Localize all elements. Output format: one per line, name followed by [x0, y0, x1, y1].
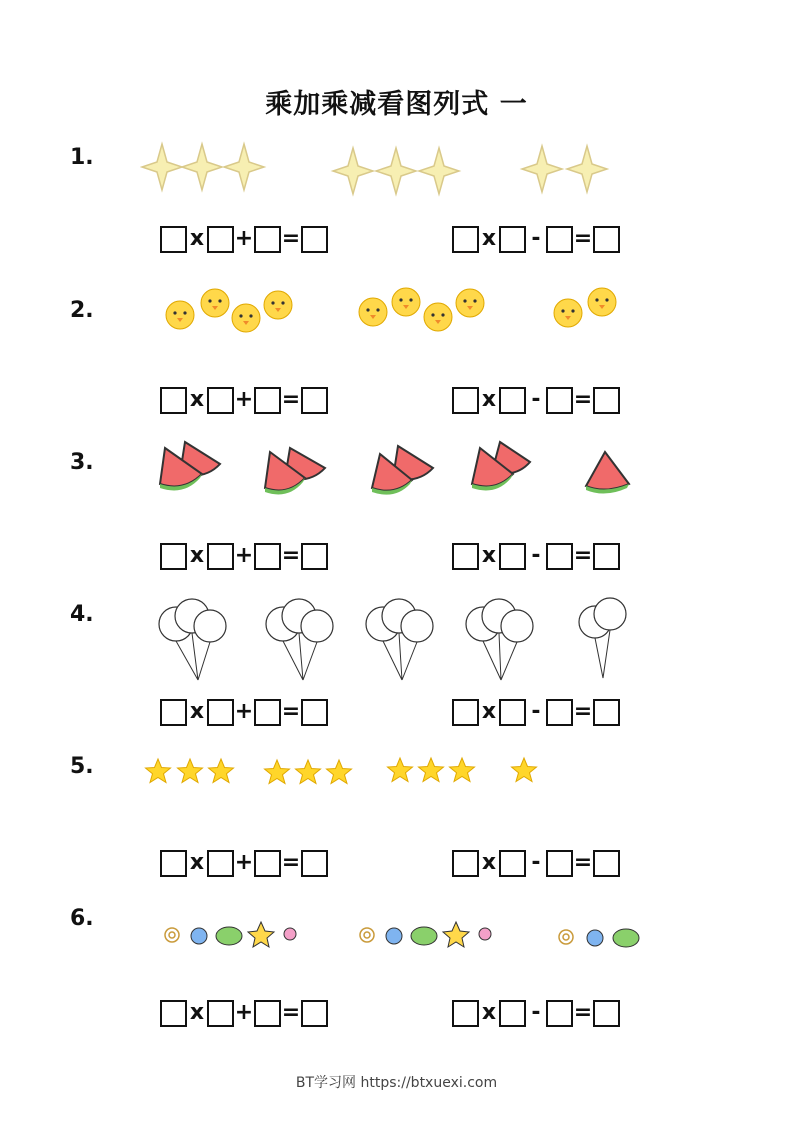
answer-box[interactable] [546, 850, 573, 877]
plus-sign: + [234, 699, 254, 724]
answer-box[interactable] [254, 699, 281, 726]
plus-sign: + [234, 543, 254, 568]
answer-box[interactable] [452, 850, 479, 877]
answer-box[interactable] [160, 699, 187, 726]
question-3-picture-groups [140, 438, 700, 518]
times-sign: x [481, 850, 497, 875]
answer-box[interactable] [301, 543, 328, 570]
watermelon-slice-icon [140, 438, 700, 498]
answer-box[interactable] [207, 226, 234, 253]
answer-box[interactable] [160, 387, 187, 414]
answer-box[interactable] [546, 226, 573, 253]
page-title: 乘加乘减看图列式 一 [265, 89, 528, 120]
plus-sign: + [234, 387, 254, 412]
times-sign: x [481, 699, 497, 724]
answer-box[interactable] [207, 387, 234, 414]
footer-watermark: BT学习网 https://btxuexi.com [295, 1075, 498, 1091]
minus-sign: - [531, 543, 541, 568]
times-sign: x [189, 543, 205, 568]
answer-box[interactable] [546, 543, 573, 570]
multiply-plus-equation [160, 385, 328, 415]
plus-sign: + [234, 1000, 254, 1025]
answer-box[interactable] [160, 226, 187, 253]
times-sign: x [481, 1000, 497, 1025]
answer-box[interactable] [593, 1000, 620, 1027]
answer-box[interactable] [160, 850, 187, 877]
equals-sign: = [281, 1000, 301, 1025]
answer-box[interactable] [546, 1000, 573, 1027]
answer-box[interactable] [207, 543, 234, 570]
equals-sign: = [281, 699, 301, 724]
multiply-minus-equation [452, 385, 620, 415]
answer-box[interactable] [499, 543, 526, 570]
equals-sign: = [573, 387, 593, 412]
sticker-set-icon [140, 914, 700, 954]
equals-sign: = [281, 387, 301, 412]
minus-sign: - [531, 699, 541, 724]
answer-box[interactable] [452, 1000, 479, 1027]
answer-box[interactable] [546, 387, 573, 414]
answer-box[interactable] [546, 699, 573, 726]
answer-box[interactable] [593, 226, 620, 253]
answer-box[interactable] [301, 1000, 328, 1027]
answer-box[interactable] [593, 699, 620, 726]
answer-box[interactable] [301, 699, 328, 726]
times-sign: x [481, 387, 497, 412]
question-1-picture-groups [140, 140, 700, 220]
answer-box[interactable] [593, 850, 620, 877]
answer-box[interactable] [160, 1000, 187, 1027]
answer-box[interactable] [499, 1000, 526, 1027]
answer-box[interactable] [254, 1000, 281, 1027]
minus-sign: - [531, 387, 541, 412]
answer-box[interactable] [452, 226, 479, 253]
minus-sign: - [531, 1000, 541, 1025]
equals-sign: = [281, 543, 301, 568]
question-6-picture-groups [140, 914, 700, 954]
multiply-plus-equation [160, 541, 328, 571]
plus-sign: + [234, 850, 254, 875]
question-number: 5. [70, 754, 94, 779]
multiply-plus-equation [160, 224, 328, 254]
multiply-plus-equation [160, 848, 328, 878]
question-number: 4. [70, 602, 94, 627]
answer-box[interactable] [593, 387, 620, 414]
answer-box[interactable] [499, 226, 526, 253]
answer-box[interactable] [207, 699, 234, 726]
equals-sign: = [573, 1000, 593, 1025]
multiply-minus-equation [452, 697, 620, 727]
times-sign: x [481, 543, 497, 568]
small-star-icon [140, 755, 700, 791]
chick-icon [140, 285, 700, 345]
answer-box[interactable] [254, 850, 281, 877]
answer-box[interactable] [301, 850, 328, 877]
question-number: 1. [70, 145, 94, 170]
question-4-picture-groups [140, 594, 700, 684]
equals-sign: = [573, 850, 593, 875]
times-sign: x [189, 387, 205, 412]
answer-box[interactable] [254, 543, 281, 570]
answer-box[interactable] [301, 226, 328, 253]
multiply-minus-equation [452, 998, 620, 1028]
equals-sign: = [573, 226, 593, 251]
answer-box[interactable] [301, 387, 328, 414]
multiply-plus-equation [160, 697, 328, 727]
plus-sign: + [234, 226, 254, 251]
multiply-minus-equation [452, 541, 620, 571]
answer-box[interactable] [207, 1000, 234, 1027]
times-sign: x [189, 699, 205, 724]
equals-sign: = [281, 226, 301, 251]
answer-box[interactable] [452, 699, 479, 726]
answer-box[interactable] [499, 850, 526, 877]
balloon-icon [140, 594, 700, 684]
multiply-minus-equation [452, 848, 620, 878]
multiply-minus-equation [452, 224, 620, 254]
answer-box[interactable] [593, 543, 620, 570]
question-number: 2. [70, 298, 94, 323]
answer-box[interactable] [452, 543, 479, 570]
question-2-picture-groups [140, 285, 700, 365]
multiply-plus-equation [160, 998, 328, 1028]
question-number: 3. [70, 450, 94, 475]
minus-sign: - [531, 226, 541, 251]
answer-box[interactable] [254, 387, 281, 414]
equals-sign: = [281, 850, 301, 875]
answer-box[interactable] [254, 226, 281, 253]
minus-sign: - [531, 850, 541, 875]
times-sign: x [189, 1000, 205, 1025]
times-sign: x [189, 850, 205, 875]
times-sign: x [189, 226, 205, 251]
equals-sign: = [573, 543, 593, 568]
answer-box[interactable] [207, 850, 234, 877]
times-sign: x [481, 226, 497, 251]
question-5-picture-groups [140, 755, 700, 791]
sparkle-star-icon [140, 140, 700, 210]
question-number: 6. [70, 906, 94, 931]
equals-sign: = [573, 699, 593, 724]
answer-box[interactable] [452, 387, 479, 414]
answer-box[interactable] [160, 543, 187, 570]
answer-box[interactable] [499, 699, 526, 726]
answer-box[interactable] [499, 387, 526, 414]
